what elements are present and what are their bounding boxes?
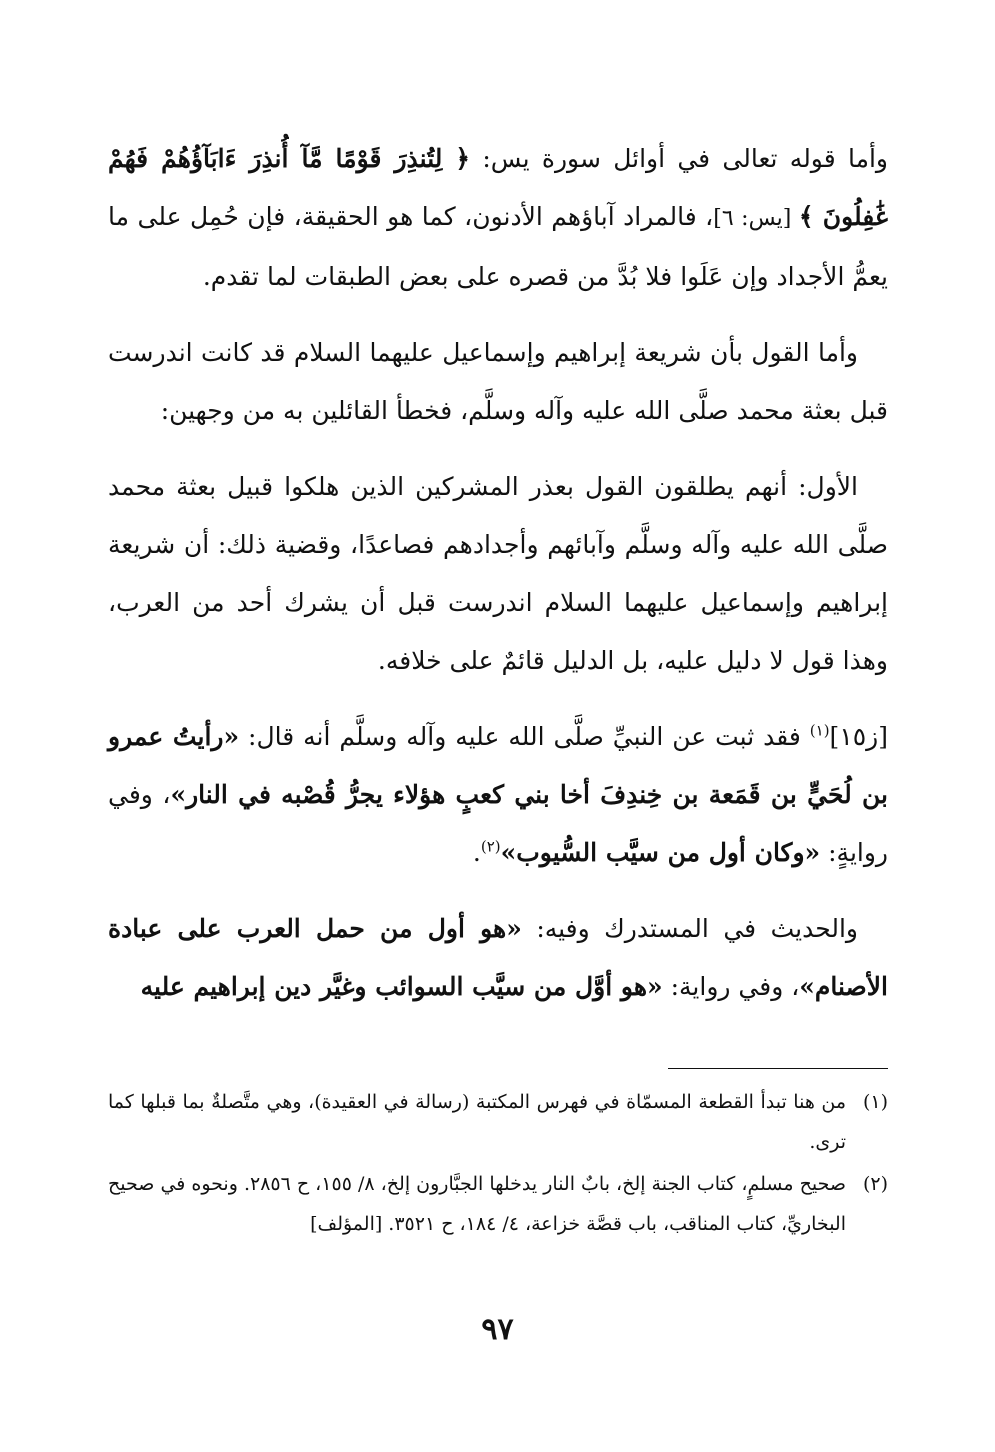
hadith-quote-1: «رأيتُ عمرو بن لُحَيٍّ بن قَمَعة بن خِندِفَ أخا بني كعبٍ هؤلاء يجرُّ قُصْبه في النار» — [108, 722, 888, 809]
quran-verse: ﴿ لِتُنذِرَ قَوْمًا مَّآ أُنذِرَ ءَابَآؤُهُمْ فَهُمْ غَٰفِلُونَ ﴾ — [108, 144, 888, 231]
footnote-ref-1: (١) — [809, 721, 830, 740]
footnotes — [108, 1082, 888, 1246]
hadith-quote-4: «هو أوَّل من سيَّب السوائب وغيَّر دين إبراهيم عليه — [140, 972, 663, 1001]
main-text — [108, 130, 888, 1034]
footnote-2 — [108, 1164, 888, 1244]
footnote-divider — [668, 1068, 888, 1069]
footnote-1-number: (١) — [862, 1091, 888, 1113]
paragraph-2 — [108, 324, 888, 440]
paragraph-4-text-2: ، وفي روايةٍ: — [108, 780, 888, 867]
verse-reference: [يس: ٦] — [713, 206, 799, 231]
hadith-quote-2: «وكان أول من سيَّب السُّيوب» — [500, 838, 821, 867]
paragraph-1 — [108, 130, 888, 306]
page-number: ٩٧ — [481, 1312, 514, 1347]
footnote-1 — [108, 1082, 888, 1162]
paragraph-3 — [108, 458, 888, 690]
manuscript-marker: [ز١٥] — [829, 722, 888, 751]
paragraph-5-text-2: ، وفي رواية: — [662, 972, 800, 1001]
paragraph-2-text: وأما القول بأن شريعة إبراهيم وإسماعيل عليهما السلام قد كانت اندرست قبل بعثة محمد صلَّى الله عليه وآله وسلَّم، فخطأ القائلين به من وجهين: — [108, 338, 888, 425]
paragraph-5-text-1: والحديث في المستدرك وفيه: — [521, 914, 858, 943]
hadith-quote-3: «هو أول من حمل العرب على عبادة الأصنام» — [108, 914, 888, 1001]
paragraph-1-rest: ، فالمراد آباؤهم الأدنون، كما هو الحقيقة، فإن حُمِل على ما يعمُّ الأجداد وإن عَلَوا فلا بُدَّ من قصره على بعض الطبقات لما تقدم. — [108, 202, 888, 291]
paragraph-4 — [108, 708, 888, 882]
paragraph-4-text-1: فقد ثبت عن النبيِّ صلَّى الله عليه وآله وسلَّم أنه قال: — [239, 722, 810, 751]
footnote-2-text: صحيح مسلمٍ، كتاب الجنة إلخ، بابٌ النار يدخلها الجبَّارون إلخ، ٨/ ١٥٥، ح ٢٨٥٦. ونحوه في صحيح البخاريِّ، كتاب المناقب، باب قصَّة خزاعة، ٤/ ١٨٤، ح ٣٥٢١. [المؤلف] — [108, 1173, 846, 1235]
paragraph-3-text: الأول: أنهم يطلقون القول بعذر المشركين الذين هلكوا قبيل بعثة محمد صلَّى الله عليه وآله وسلَّم وآبائهم وأجدادهم فصاعدًا، وقضية ذلك: أن شريعة إبراهيم وإسماعيل عليهما السلام اندرست قبل أن يشرك أحد من العرب، وهذا قول لا دليل عليه، بل الدليل قائمٌ على خلافه. — [108, 472, 888, 675]
footnote-1-text: من هنا تبدأ القطعة المسمّاة في فهرس المكتبة (رسالة في العقيدة)، وهي متَّصلةٌ بما قبلها كما ترى. — [108, 1091, 846, 1153]
footnote-ref-2: (٢) — [480, 837, 501, 856]
paragraph-5 — [108, 900, 888, 1016]
paragraph-4-end: . — [472, 838, 481, 867]
paragraph-1-intro: وأما قوله تعالى في أوائل سورة يس: — [470, 144, 888, 173]
footnote-2-number: (٢) — [862, 1173, 888, 1195]
